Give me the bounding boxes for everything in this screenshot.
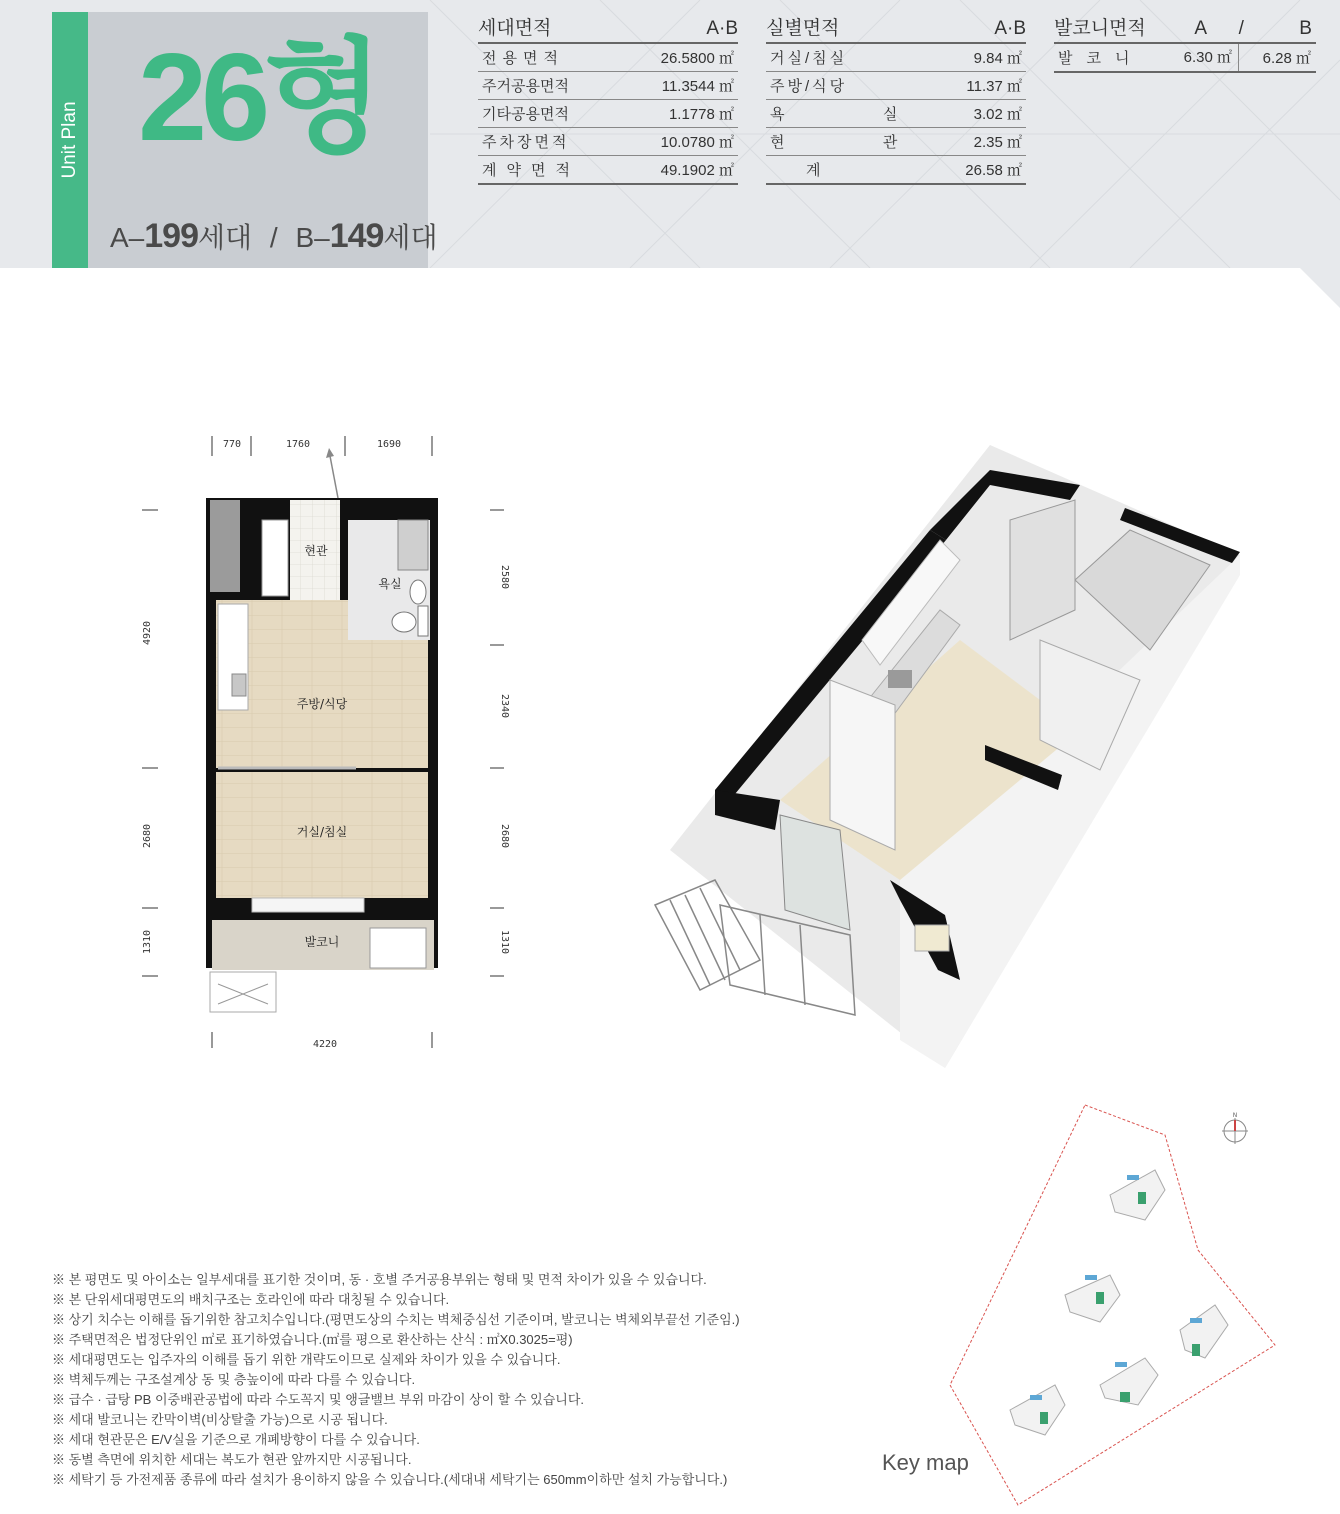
note-line: ※ 본 단위세대평면도의 배치구조는 호라인에 따라 대칭될 수 있습니다. bbox=[52, 1292, 450, 1307]
type-a-suffix: 세대 bbox=[197, 222, 253, 253]
table-row bbox=[1054, 44, 1316, 73]
dim-top-3: 1690 bbox=[376, 439, 402, 450]
row-label: 기타공용면적 bbox=[482, 106, 569, 123]
dim-bottom: 4220 bbox=[312, 1039, 338, 1050]
key-map bbox=[880, 1100, 1300, 1510]
room-area-col: A·B bbox=[994, 18, 1026, 39]
row-value: 26.5800 ㎡ bbox=[660, 50, 734, 67]
note-line: ※ 급수 · 급탕 PB 이중배관공법에 따라 수도꼭지 및 앵글밸브 부위 마감이 상이 할 수 있습니다. bbox=[52, 1392, 584, 1407]
row-value: 10.0780 ㎡ bbox=[660, 134, 734, 151]
table-row bbox=[478, 72, 738, 100]
isometric-view bbox=[640, 440, 1250, 1080]
balcony-area-header bbox=[1054, 14, 1316, 44]
note-line: ※ 세대 발코니는 칸막이벽(비상탈출 가능)으로 시공 됩니다. bbox=[52, 1412, 388, 1427]
row-value: 49.1902 ㎡ bbox=[660, 162, 734, 179]
room-label-kitchen: 주방/식당 bbox=[296, 697, 348, 711]
dim-left-3: 1310 bbox=[142, 929, 153, 955]
corner-wedge bbox=[1300, 268, 1340, 308]
unit-title-box bbox=[88, 12, 438, 268]
type-a-count: 199 bbox=[144, 217, 198, 255]
room-area-header bbox=[766, 14, 1026, 44]
dim-right-4: 1310 bbox=[499, 929, 510, 955]
dim-right-1: 2580 bbox=[499, 564, 510, 590]
dim-top-1: 770 bbox=[222, 439, 242, 450]
balcony-value-a: 6.30 ㎡ bbox=[1168, 44, 1239, 71]
row-value: 11.3544 ㎡ bbox=[661, 78, 734, 95]
kitchen-sink bbox=[232, 674, 246, 696]
row-label: 거실/침실 bbox=[770, 50, 848, 67]
unit-type-title: 26형 bbox=[138, 29, 378, 167]
row-label: 계약면적 bbox=[482, 162, 580, 179]
row-label: 욕 실 bbox=[770, 106, 928, 123]
unit-area-header bbox=[478, 14, 738, 44]
entry-arrow bbox=[330, 456, 338, 498]
north-label: N bbox=[1232, 1112, 1238, 1119]
table-row bbox=[766, 156, 1026, 185]
household-counts bbox=[110, 216, 438, 256]
balcony-col-a: A bbox=[1194, 18, 1207, 39]
table-row bbox=[766, 128, 1026, 156]
balcony-value-b: 6.28 ㎡ bbox=[1262, 50, 1311, 67]
note-line: ※ 세대 현관문은 E/V실을 기준으로 개폐방향이 다를 수 있습니다. bbox=[52, 1432, 420, 1447]
iso-sink bbox=[888, 670, 912, 688]
row-value: 2.35 ㎡ bbox=[973, 134, 1022, 151]
type-b-suffix: 세대 bbox=[383, 222, 438, 253]
note-line: ※ 벽체두께는 구조설계상 동 및 층높이에 따라 다를 수 있습니다. bbox=[52, 1372, 416, 1387]
row-label: 계 bbox=[806, 162, 827, 179]
row-label: 발코니 bbox=[1058, 50, 1144, 67]
keymap-title: Key map bbox=[882, 1450, 969, 1475]
dim-top-2: 1760 bbox=[285, 439, 311, 450]
table-row bbox=[478, 44, 738, 72]
table-row bbox=[766, 44, 1026, 72]
iso-balcony-unit bbox=[915, 925, 949, 951]
balcony-area-table bbox=[1054, 14, 1316, 73]
balcony-area-title: 발코니면적 bbox=[1054, 18, 1146, 39]
entry-arrowhead bbox=[326, 448, 334, 458]
unit-area-col: A·B bbox=[706, 18, 738, 39]
row-value: 9.84 ㎡ bbox=[973, 50, 1022, 67]
unit-area-table bbox=[478, 14, 738, 185]
balcony-window bbox=[252, 898, 364, 912]
note-line: ※ 상기 치수는 이해를 돕기위한 참고치수입니다.(평면도상의 수치는 벽체중심선 기준이며, 발코니는 벽체외부끝선 기준임.) bbox=[52, 1312, 740, 1327]
room-label-balcony: 발코니 bbox=[304, 935, 340, 949]
balcony-col-sep: / bbox=[1238, 18, 1244, 39]
dim-right-2: 2340 bbox=[499, 693, 510, 719]
dim-right-3: 2680 bbox=[499, 823, 510, 849]
row-value: 1.1778 ㎡ bbox=[668, 106, 734, 123]
toilet-tank bbox=[418, 606, 428, 636]
bath-storage bbox=[398, 520, 428, 570]
room-area-title: 실별면적 bbox=[766, 18, 840, 39]
note-line: ※ 세대평면도는 입주자의 이해를 돕기 위한 개략도이므로 실제와 차이가 있을 수 있습니다. bbox=[52, 1352, 561, 1367]
row-label: 주차장면적 bbox=[482, 134, 570, 151]
dim-left-1: 4920 bbox=[142, 620, 153, 646]
unit-area-title: 세대면적 bbox=[478, 18, 552, 39]
table-row bbox=[478, 156, 738, 185]
balcony-col-b: B bbox=[1299, 18, 1312, 39]
type-a-prefix: A– bbox=[110, 222, 145, 253]
dim-left-2: 2680 bbox=[142, 823, 153, 849]
row-label: 주방/식당 bbox=[770, 78, 848, 95]
exterior-block bbox=[210, 500, 240, 592]
row-value: 3.02 ㎡ bbox=[973, 106, 1022, 123]
room-label-living: 거실/침실 bbox=[296, 825, 348, 839]
note-line: ※ 주택면적은 법정단위인 ㎡로 표기하였습니다.(㎡를 평으로 환산하는 산식 : ㎡X0.3025=평) bbox=[52, 1332, 573, 1347]
row-label: 현 관 bbox=[770, 134, 928, 151]
outdoor-unit bbox=[210, 972, 276, 1012]
buildings bbox=[1010, 1170, 1228, 1435]
row-value: 11.37 ㎡ bbox=[966, 78, 1022, 95]
table-row bbox=[478, 100, 738, 128]
room-area-table bbox=[766, 14, 1026, 185]
note-line: ※ 본 평면도 및 아이소는 일부세대를 표기한 것이며, 동 · 호별 주거공용부위는 형태 및 면적 차이가 있을 수 있습니다. bbox=[52, 1272, 707, 1287]
iso-sliding-door bbox=[830, 680, 895, 850]
row-value: 26.58 ㎡ bbox=[965, 162, 1022, 179]
toilet bbox=[392, 612, 416, 632]
row-label: 주거공용면적 bbox=[482, 78, 569, 95]
notes bbox=[52, 1270, 812, 1490]
shoe-cabinet bbox=[262, 520, 288, 596]
note-line: ※ 동별 측면에 위치한 세대는 복도가 현관 앞까지만 시공됩니다. bbox=[52, 1452, 412, 1467]
floor-plan bbox=[130, 430, 530, 1060]
type-b-prefix: B– bbox=[295, 222, 330, 253]
unit-plan-label: Unit Plan bbox=[59, 101, 80, 179]
balcony-unit bbox=[370, 928, 426, 968]
household-separator: / bbox=[269, 222, 278, 253]
note-line: ※ 세탁기 등 가전제품 종류에 따라 설치가 용이하지 않을 수 있습니다.(세대내 세탁기는 650mm이하만 설치 가능합니다.) bbox=[52, 1472, 728, 1487]
table-row bbox=[766, 72, 1026, 100]
type-b-count: 149 bbox=[329, 217, 384, 255]
bath-sink bbox=[410, 580, 426, 604]
table-row bbox=[766, 100, 1026, 128]
table-row bbox=[478, 128, 738, 156]
room-label-entrance: 현관 bbox=[304, 544, 328, 558]
room-label-bath: 욕실 bbox=[378, 577, 402, 591]
row-label: 전용면적 bbox=[482, 50, 564, 67]
